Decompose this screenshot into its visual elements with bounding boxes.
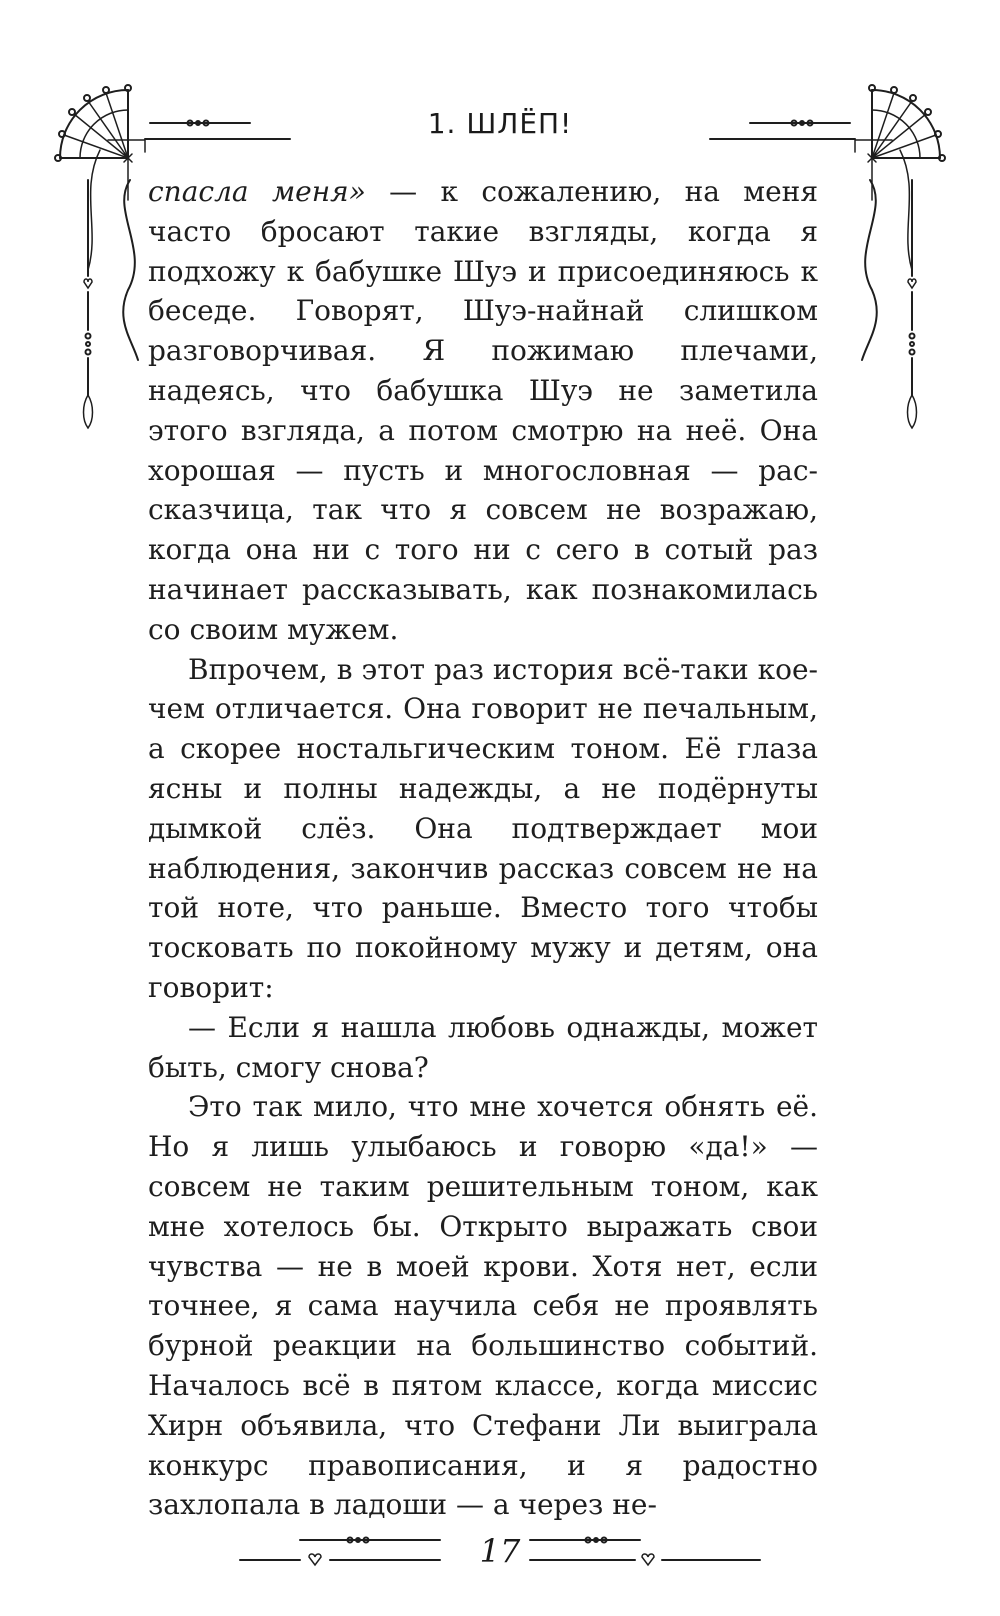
page-number: 17 bbox=[479, 1532, 521, 1570]
paragraph bbox=[148, 172, 818, 650]
italic-fragment: спасла меня» bbox=[148, 175, 366, 208]
dialogue-paragraph: — Если я нашла любовь однажды, может быть, смогу снова? bbox=[148, 1010, 818, 1084]
chapter-title: 1. ШЛЁП! bbox=[427, 107, 573, 140]
body-text bbox=[148, 172, 818, 1525]
paragraph: Впрочем, в этот раз история всё-таки коечем отличается. Она говорит не печальным, а скорее ностальгическим тоном. Её глаза ясны и полны надежды, а не подёрнуты дымкой слёз. Она подтверждает мои наблюдения, закончив рассказ совсем не на той ноте, что раньше. Вместо того чтобы тосковать по покойному мужу и детям, она говорит: bbox=[148, 652, 818, 1004]
paragraph: Это так мило, что мне хочется обнять её. Но я лишь улыбаюсь и говорю «да!» — совсем не таким решительным тоном, как мне хотелось бы. Открыто выражать свои чувства — не в моей крови. Хотя нет, если точнее, я сама научила себя не проявлять бурной реакции на большинство событий. Началось всё в пятом классе, когда миссис Хирн объявила, что Стефани Ли выиграла конкурс правописания, и я радостно захлопала в ладоши — а через не- bbox=[148, 1090, 818, 1522]
paragraph-text: — к сожалению, на меня часто бросают такие взгляды, когда я подхожу к бабушке Шуэ и присоединяюсь к беседе. Говорят, Шуэ-найнай слишком разговорчивая. Я пожимаю плечами, надеясь, что бабушка Шуэ не заметила этого взгляда, а потом смотрю на неё. Она хорошая — пусть и многословная — рассказчица, так что я совсем не возражаю, когда она ни с того ни с сего в сотый раз начинает рассказывать, как познакомилась со своим мужем. bbox=[148, 175, 818, 646]
